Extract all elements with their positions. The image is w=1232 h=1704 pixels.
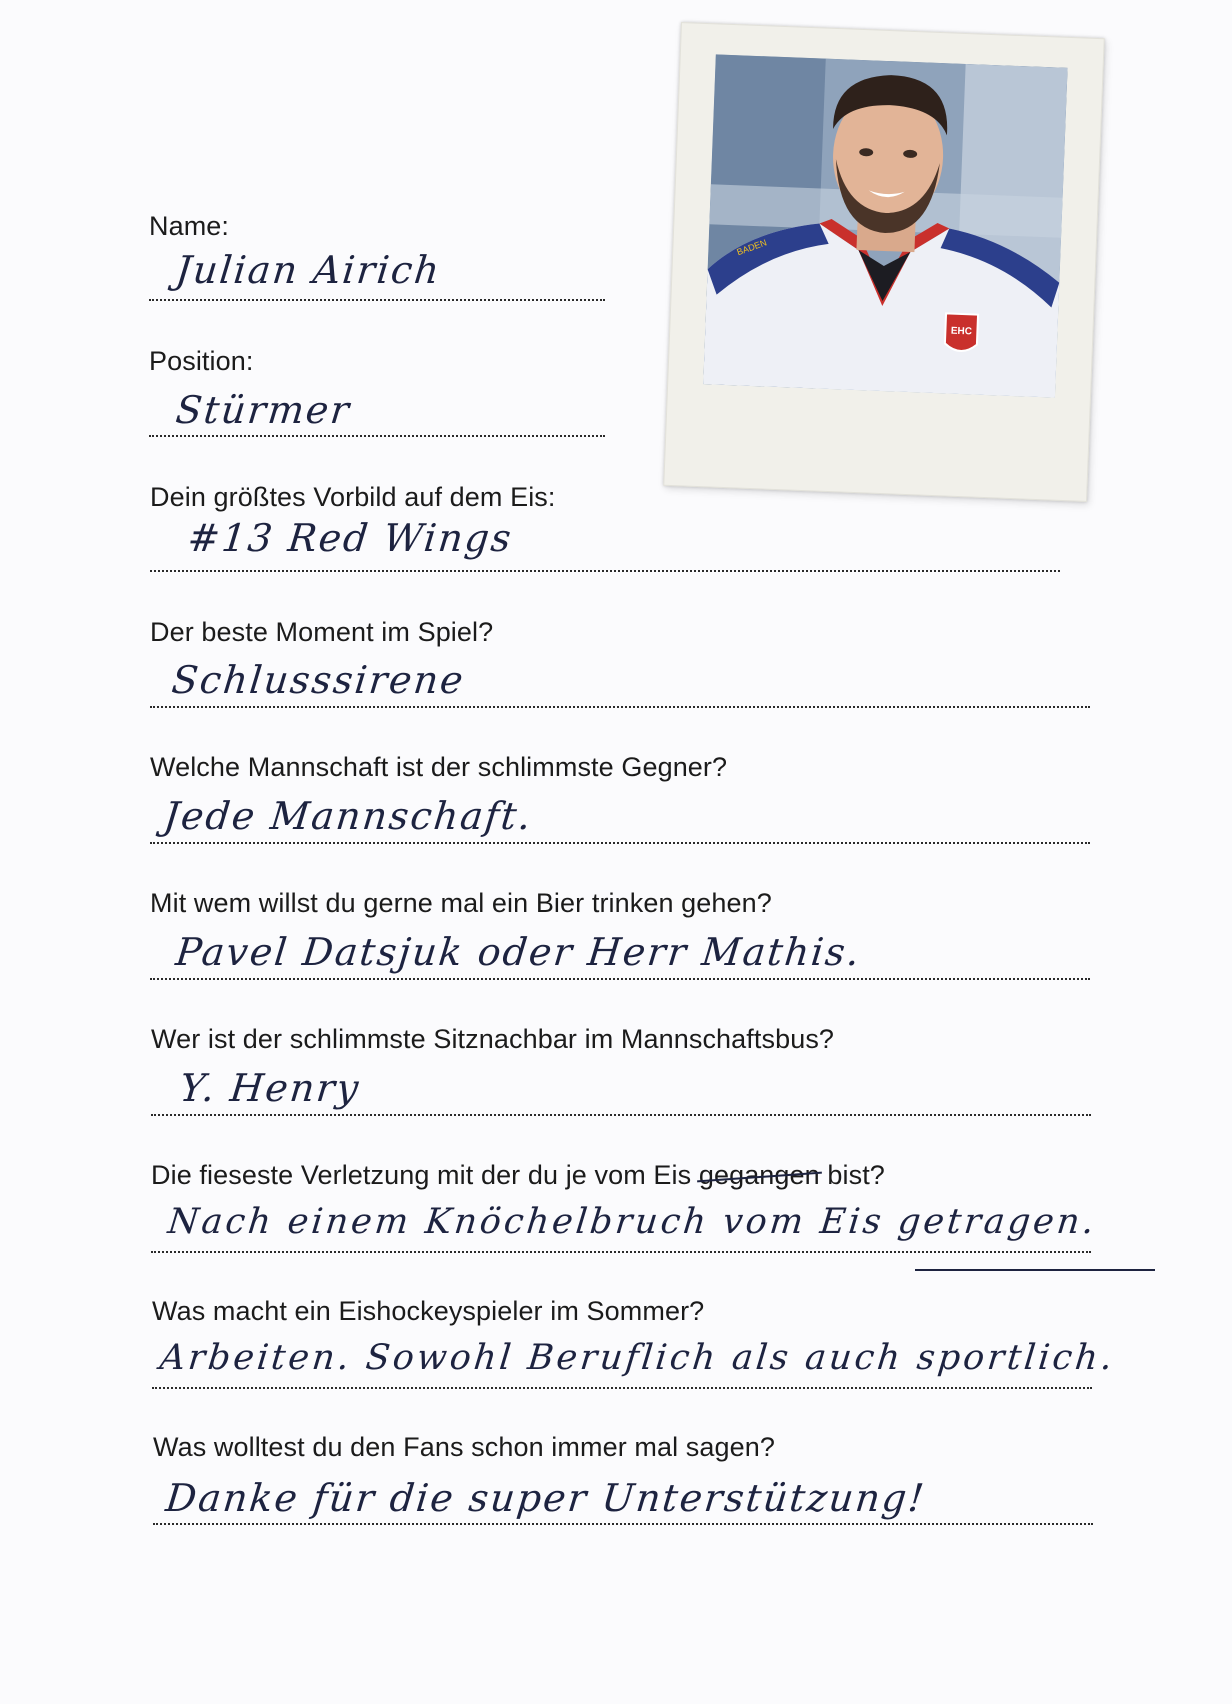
handwritten-answer: Julian Airich: [173, 248, 444, 292]
field-label: Dein größtes Vorbild auf dem Eis:: [150, 482, 556, 512]
svg-text:EHC: EHC: [950, 325, 973, 338]
dotted-answer-line: [150, 706, 1090, 708]
handwritten-answer: Schlusssirene: [169, 658, 467, 702]
field-label: Der beste Moment im Spiel?: [150, 617, 494, 647]
handwritten-answer: Nach einem Knöchelbruch vom Eis getragen.: [165, 1202, 1099, 1242]
handwritten-answer: Y. Henry: [177, 1066, 363, 1110]
dotted-answer-line: [152, 1387, 1092, 1389]
field-label: [151, 1160, 885, 1191]
field-label: Mit wem willst du gerne mal ein Bier trinken gehen?: [150, 888, 772, 918]
field-label: Name:: [149, 211, 230, 241]
handwritten-answer: Pavel Datsjuk oder Herr Mathis.: [173, 930, 864, 974]
field-label: Welche Mannschaft ist der schlimmste Gegner?: [150, 752, 728, 782]
dotted-answer-line: [151, 1251, 1091, 1253]
handwritten-answer: Danke für die super Unterstützung!: [163, 1476, 928, 1520]
struck-word: gegangen: [698, 1160, 820, 1190]
dotted-answer-line: [150, 842, 1090, 844]
svg-text:BADEN: BADEN: [735, 237, 769, 258]
handwritten-underline: [915, 1269, 1155, 1271]
dotted-answer-line: [150, 570, 1060, 572]
handwritten-answer: Arbeiten. Sowohl Beruflich als auch sportlich.: [157, 1338, 1117, 1378]
field-label: Position:: [149, 346, 254, 376]
handwritten-answer: Jede Mannschaft.: [161, 794, 535, 838]
dotted-answer-line: [149, 435, 605, 437]
field-label: Was wolltest du den Fans schon immer mal sagen?: [153, 1432, 775, 1462]
polaroid-photo-frame: [663, 22, 1104, 502]
dotted-answer-line: [149, 299, 605, 301]
dotted-answer-line: [153, 1523, 1093, 1525]
label-prefix: Die fieseste Verletzung mit der du je vom Eis: [151, 1160, 699, 1190]
label-suffix: bist?: [819, 1160, 885, 1190]
handwritten-answer: #13 Red Wings: [185, 516, 515, 560]
dotted-answer-line: [151, 1114, 1091, 1116]
player-photo: [703, 54, 1067, 397]
dotted-answer-line: [150, 978, 1090, 980]
field-label: Wer ist der schlimmste Sitznachbar im Mannschaftsbus?: [151, 1024, 835, 1054]
field-label: Was macht ein Eishockeyspieler im Sommer?: [152, 1296, 705, 1326]
handwritten-answer: Stürmer: [173, 388, 353, 432]
